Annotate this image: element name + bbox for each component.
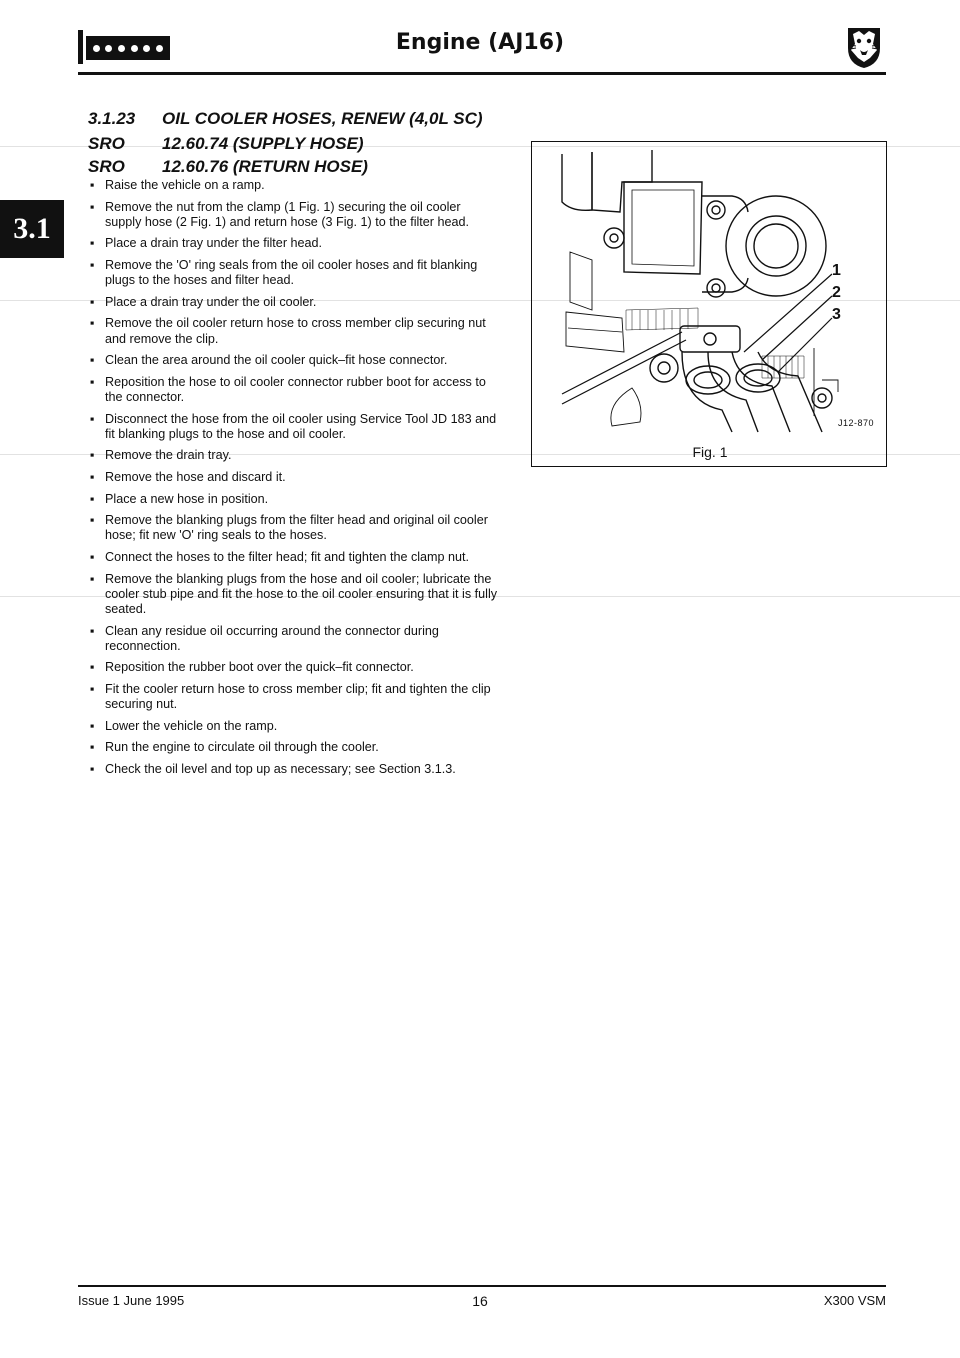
step-item bbox=[88, 412, 498, 442]
step-text: Reposition the rubber boot over the quick–fit connector. bbox=[105, 660, 414, 675]
sro-return-hose bbox=[88, 157, 368, 177]
callout-3: 3 bbox=[832, 306, 841, 323]
sro-label: SRO bbox=[88, 157, 125, 176]
step-item bbox=[88, 448, 498, 463]
step-item bbox=[88, 740, 498, 755]
bullet-icon: ▪ bbox=[90, 374, 95, 389]
step-text: Place a new hose in position. bbox=[105, 491, 269, 506]
step-item bbox=[88, 660, 498, 675]
page-number: 16 bbox=[472, 1293, 488, 1309]
bullet-icon: ▪ bbox=[90, 353, 95, 368]
step-item bbox=[88, 258, 498, 288]
bullet-icon: ▪ bbox=[90, 294, 95, 309]
procedure-steps bbox=[88, 178, 498, 784]
sro-label: SRO bbox=[88, 134, 125, 153]
step-item bbox=[88, 572, 498, 618]
figure-1 bbox=[531, 141, 887, 467]
step-item bbox=[88, 236, 498, 251]
header-rule bbox=[78, 72, 886, 75]
figure-reference: J12-870 bbox=[838, 418, 875, 428]
bullet-icon: ▪ bbox=[90, 549, 95, 564]
step-text: Remove the blanking plugs from the filter head and original oil cooler hose; fit new 'O' ring seals to the hoses. bbox=[105, 513, 488, 543]
step-item bbox=[88, 682, 498, 712]
step-text: Raise the vehicle on a ramp. bbox=[105, 178, 265, 192]
footer-rule bbox=[78, 1285, 886, 1287]
bullet-icon: ▪ bbox=[90, 513, 95, 528]
bullet-icon: ▪ bbox=[90, 491, 95, 506]
callout-2: 2 bbox=[832, 284, 841, 301]
step-item bbox=[88, 295, 498, 310]
figure-caption: Fig. 1 bbox=[692, 444, 728, 460]
step-item bbox=[88, 470, 498, 485]
sro-number: 12.60.74 (SUPPLY HOSE) bbox=[162, 134, 364, 153]
manual-name: X300 VSM bbox=[823, 1293, 886, 1308]
model-badge-icon bbox=[78, 30, 170, 64]
step-text: Remove the drain tray. bbox=[105, 448, 232, 463]
step-text: Remove the 'O' ring seals from the oil cooler hoses and fit blanking plugs to the hoses and filter head. bbox=[105, 257, 478, 288]
step-item bbox=[88, 624, 498, 654]
step-text: Remove the blanking plugs from the hose and oil cooler; lubricate the cooler stub pipe and fit the hose to the oil cooler ensuring that it is fully seated. bbox=[105, 571, 498, 616]
procedure-heading: OIL COOLER HOSES, RENEW (4,0L SC) bbox=[162, 109, 483, 128]
sro-supply-hose bbox=[88, 134, 364, 154]
step-item bbox=[88, 762, 498, 777]
step-text: Clean the area around the oil cooler quick–fit hose connector. bbox=[105, 353, 448, 368]
bullet-icon: ▪ bbox=[90, 469, 95, 484]
step-item bbox=[88, 316, 498, 346]
section-tab: 3.1 bbox=[0, 200, 64, 258]
step-text: Lower the vehicle on the ramp. bbox=[105, 718, 278, 733]
step-text: Remove the hose and discard it. bbox=[105, 469, 286, 484]
step-text: Connect the hoses to the filter head; fit and tighten the clamp nut. bbox=[105, 549, 470, 564]
step-text: Place a drain tray under the filter head. bbox=[105, 236, 323, 251]
bullet-icon: ▪ bbox=[90, 623, 95, 638]
bullet-icon: ▪ bbox=[90, 681, 95, 696]
jaguar-crest-icon bbox=[844, 24, 884, 70]
callout-1: 1 bbox=[832, 262, 841, 279]
step-text: Disconnect the hose from the oil cooler using Service Tool JD 183 and fit blanking plugs to the hose and oil cooler. bbox=[105, 411, 497, 441]
step-item bbox=[88, 375, 498, 405]
step-text: Remove the oil cooler return hose to cross member clip securing nut and remove the clip. bbox=[105, 316, 486, 346]
bullet-icon: ▪ bbox=[90, 257, 95, 272]
bullet-icon: ▪ bbox=[90, 236, 95, 251]
bullet-icon: ▪ bbox=[90, 448, 95, 463]
step-item bbox=[88, 719, 498, 734]
step-item bbox=[88, 178, 498, 193]
step-text: Clean any residue oil occurring around the connector during reconnection. bbox=[105, 623, 439, 653]
step-text: Reposition the hose to oil cooler connector rubber boot for access to the connector. bbox=[105, 374, 486, 404]
step-item bbox=[88, 200, 498, 230]
issue-date: Issue 1 June 1995 bbox=[78, 1293, 185, 1308]
procedure-title bbox=[88, 109, 483, 129]
sro-number: 12.60.76 (RETURN HOSE) bbox=[162, 157, 368, 176]
step-item bbox=[88, 550, 498, 565]
step-text: Run the engine to circulate oil through the cooler. bbox=[105, 740, 379, 755]
bullet-icon: ▪ bbox=[90, 316, 95, 331]
procedure-code: 3.1.23 bbox=[88, 109, 136, 128]
step-text: Remove the nut from the clamp (1 Fig. 1) securing the oil cooler supply hose (2 Fig. 1) and return hose (3 Fig. 1) to the filter head. bbox=[105, 199, 470, 229]
bullet-icon: ▪ bbox=[90, 411, 95, 426]
step-text: Check the oil level and top up as necessary; see Section 3.1.3. bbox=[105, 761, 456, 776]
bullet-icon: ▪ bbox=[90, 718, 95, 733]
step-item bbox=[88, 513, 498, 543]
step-text: Place a drain tray under the oil cooler. bbox=[105, 294, 317, 309]
bullet-icon: ▪ bbox=[90, 178, 95, 192]
bullet-icon: ▪ bbox=[90, 761, 95, 776]
step-item bbox=[88, 353, 498, 368]
bullet-icon: ▪ bbox=[90, 660, 95, 675]
page-header-title: Engine (AJ16) bbox=[395, 30, 565, 55]
bullet-icon: ▪ bbox=[90, 571, 95, 586]
step-item bbox=[88, 492, 498, 507]
step-text: Fit the cooler return hose to cross member clip; fit and tighten the clip securing nut. bbox=[105, 681, 491, 712]
bullet-icon: ▪ bbox=[90, 740, 95, 755]
bullet-icon: ▪ bbox=[90, 199, 95, 214]
